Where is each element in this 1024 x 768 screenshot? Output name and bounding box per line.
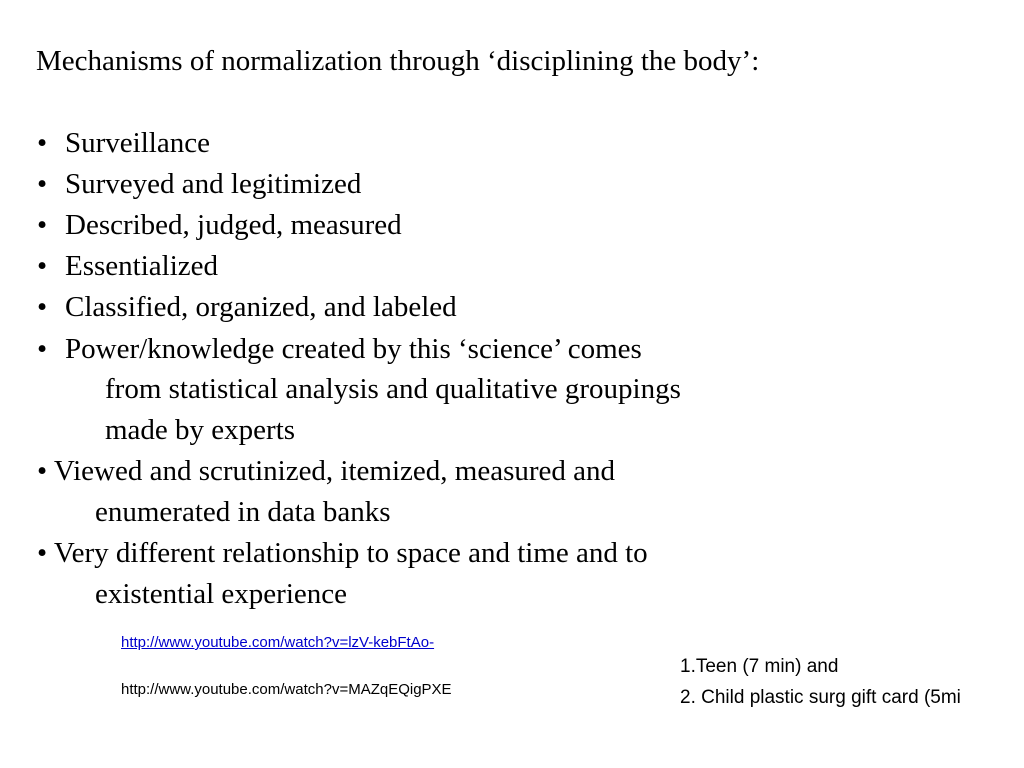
bullet-mark: • [37, 455, 48, 487]
bullet-continuation: enumerated in data banks [95, 496, 391, 528]
bullet-mark: • [37, 127, 48, 159]
youtube-link-2: http://www.youtube.com/watch?v=MAZqEQigPXE [121, 681, 452, 698]
bullet-continuation: made by experts [105, 414, 296, 446]
bullet-mark: • [37, 291, 48, 323]
bullet-text: Power/knowledge created by this ‘science’ comes [65, 333, 642, 365]
bullet-item [37, 329, 642, 369]
bullet-item [37, 164, 361, 204]
bullet-continuation: existential experience [95, 578, 348, 610]
bullet-mark: • [37, 209, 48, 241]
slide-heading: Mechanisms of normalization through ‘disciplining the body’: [36, 45, 760, 77]
bullet-text: Classified, organized, and labeled [65, 291, 457, 323]
bullet-text: Very different relationship to space and time and to [53, 537, 648, 569]
bullet-mark: • [37, 250, 48, 282]
bullet-text: Surveillance [65, 127, 210, 159]
video-note-2: 2. Child plastic surg gift card (5mi [680, 687, 961, 708]
bullet-mark: • [37, 333, 48, 365]
bullet-text: Essentialized [65, 250, 219, 282]
bullet-item [37, 246, 218, 286]
bullet-item [37, 123, 210, 163]
bullet-mark: • [37, 168, 48, 200]
bullet-text: Described, judged, measured [65, 209, 402, 241]
bullet-item [37, 533, 648, 573]
video-note-1: 1.Teen (7 min) and [680, 656, 839, 677]
bullet-item [37, 451, 615, 491]
bullet-text: Surveyed and legitimized [65, 168, 362, 200]
bullet-text: Viewed and scrutinized, itemized, measured and [53, 455, 616, 487]
bullet-item [37, 205, 402, 245]
bullet-continuation: from statistical analysis and qualitative groupings [105, 373, 681, 405]
bullet-item [37, 287, 457, 327]
youtube-link-1[interactable]: http://www.youtube.com/watch?v=lzV-kebFtAo- [121, 634, 435, 651]
bullet-mark: • [37, 537, 48, 569]
